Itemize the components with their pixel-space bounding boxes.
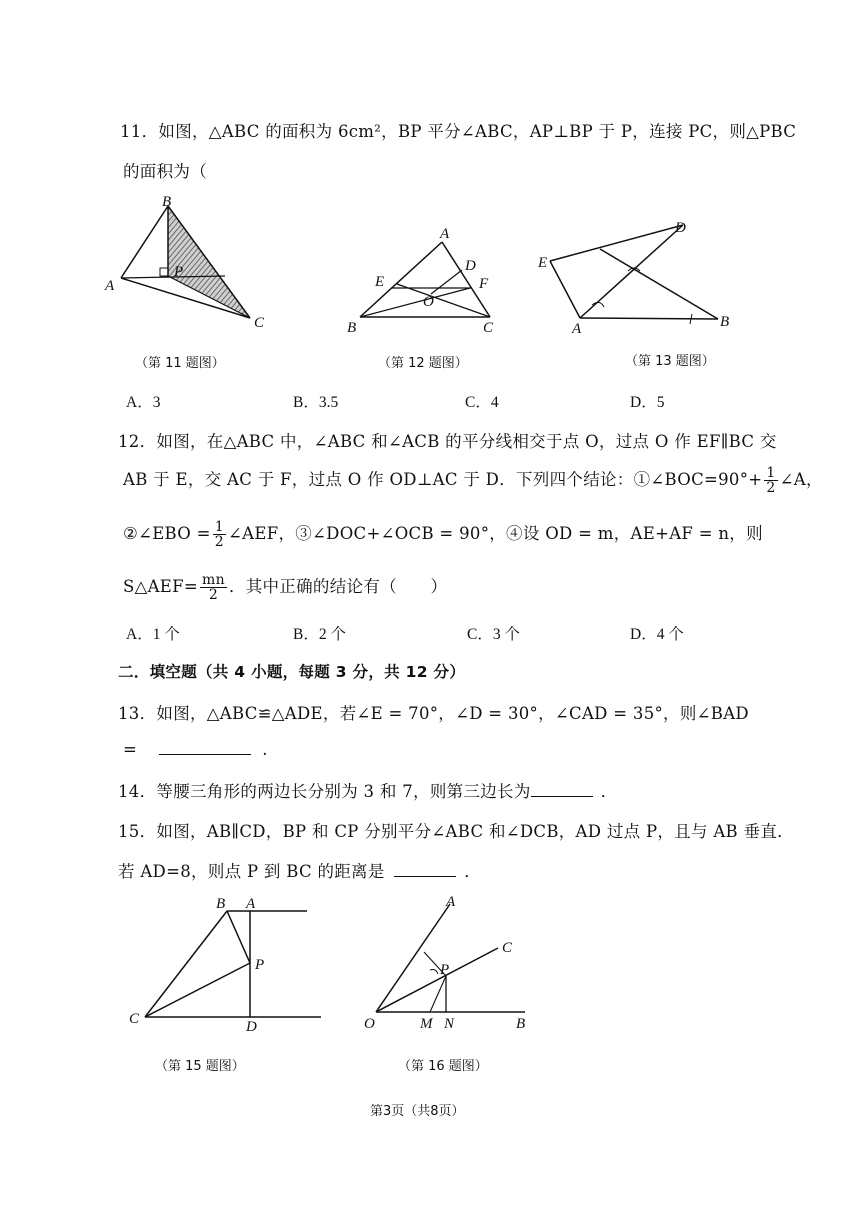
q12-line4-fraction: [200, 573, 227, 602]
q14-text: 14．等腰三角形的两边长分别为 3 和 7，则第三边长为: [118, 782, 531, 801]
q14-tail: ．: [600, 782, 618, 801]
q12-line3-frac-den: 2: [214, 534, 225, 550]
fig16-label-C: C: [502, 940, 513, 956]
fig12-label-F: F: [479, 276, 489, 292]
fig13-label-A: A: [572, 321, 582, 337]
q13-answer-blank[interactable]: [159, 754, 251, 755]
section-heading-fill-in: 二．填空题（共 4 小题，每题 3 分，共 12 分）: [118, 663, 466, 681]
q12-line2-text: AB 于 E，交 AC 于 F，过点 O 作 OD⊥AC 于 D．下列四个结论：①∠BOC=90°+: [123, 470, 763, 489]
fig11-label-P: P: [174, 264, 184, 280]
q11-choice-d[interactable]: D．5: [630, 394, 665, 411]
q12-choice-b[interactable]: B．2 个: [293, 626, 346, 643]
q12-line4-frac-num: mn: [202, 572, 225, 588]
fig16-label-B: B: [516, 1016, 526, 1032]
fig13-caption: （第 13 题图）: [625, 354, 715, 369]
q15-line1: 15．如图，AB∥CD，BP 和 CP 分别平分∠ABC 和∠DCB，AD 过点 P，且与 AB 垂直．: [118, 822, 794, 841]
q12-choice-a[interactable]: A．1 个: [126, 626, 180, 643]
q12-line3-head: ②∠EBO =: [123, 524, 211, 543]
q11-choice-b[interactable]: B．3.5: [293, 394, 339, 411]
fig16-label-A: A: [446, 894, 456, 910]
q12-line2-frac-num: 1: [766, 465, 776, 481]
fig12-label-B: B: [347, 320, 357, 336]
q12-line4-head: S△AEF=: [123, 577, 199, 596]
figure-12: [345, 222, 505, 337]
fig15-label-C: C: [129, 1011, 140, 1027]
q13-line2: = .: [123, 740, 268, 759]
figure-13: [530, 215, 740, 340]
q12-line2: [123, 466, 823, 495]
figure-11: [100, 190, 280, 335]
fig13-label-D: D: [675, 220, 686, 236]
q12-line4: [123, 573, 447, 602]
fig12-label-A: A: [440, 226, 450, 242]
q12-line3-tail: ∠AEF，③∠DOC+∠OCB = 90°，④设 OD = m，AE+AF = n，则: [228, 524, 763, 543]
fig11-caption: （第 11 题图）: [135, 356, 225, 371]
q12-line2-tail: ∠A，: [779, 470, 823, 489]
fig15-label-D: D: [246, 1019, 257, 1035]
q14-line: [118, 778, 617, 802]
fig15-label-A: A: [246, 896, 256, 912]
q12-line2-frac-den: 2: [766, 480, 776, 496]
fig12-caption: （第 12 题图）: [378, 356, 468, 371]
fig15-caption: （第 15 题图）: [155, 1059, 245, 1074]
fig13-label-B: B: [720, 314, 730, 330]
q12-line4-tail: ．其中正确的结论有（ ）: [228, 577, 448, 596]
fig16-label-P: P: [440, 962, 450, 978]
fig11-label-C: C: [254, 315, 265, 331]
fig16-label-M: M: [420, 1016, 433, 1032]
page-footer: 第3页（共8页）: [370, 1104, 465, 1119]
fig11-label-B: B: [162, 194, 172, 210]
fig12-label-C: C: [483, 320, 494, 336]
q12-choice-c[interactable]: C．3 个: [467, 626, 520, 643]
q14-answer-blank[interactable]: [531, 796, 593, 797]
q11-choice-a[interactable]: A．3: [126, 394, 161, 411]
q11-line1: 11．如图，△ABC 的面积为 6cm²，BP 平分∠ABC，AP⊥BP 于 P，连接 PC，则△PBC: [120, 122, 797, 141]
figure-16: [360, 890, 545, 1035]
fig15-label-B: B: [216, 896, 226, 912]
q13-line1: 13．如图，△ABC≌△ADE，若∠E = 70°，∠D = 30°，∠CAD = 35°，则∠BAD: [118, 704, 749, 723]
q11-line2: 的面积为（: [123, 162, 207, 181]
figure-15: [125, 893, 330, 1033]
q12-choice-d[interactable]: D．4 个: [630, 626, 684, 643]
fig15-label-P: P: [255, 957, 265, 973]
q12-line2-fraction: [764, 466, 777, 495]
fig12-label-D: D: [465, 258, 476, 274]
q15-tail: ．: [464, 862, 482, 881]
fig16-caption: （第 16 题图）: [398, 1059, 488, 1074]
fig12-label-O: O: [423, 294, 434, 310]
q15-line2: [118, 858, 481, 882]
q12-line3: [123, 520, 763, 549]
fig16-label-N: N: [444, 1016, 455, 1032]
q15-text: 若 AD=8，则点 P 到 BC 的距离是: [118, 862, 385, 881]
q12-line4-frac-den: 2: [208, 587, 219, 603]
q12-line1: 12．如图，在△ABC 中，∠ABC 和∠ACB 的平分线相交于点 O，过点 O 作 EF∥BC 交: [118, 432, 777, 451]
q12-line3-fraction: [213, 520, 226, 549]
q15-answer-blank[interactable]: [394, 876, 456, 877]
fig16-label-O: O: [364, 1016, 375, 1032]
q12-line3-frac-num: 1: [214, 519, 225, 535]
fig12-label-E: E: [375, 274, 385, 290]
fig11-label-A: A: [105, 278, 115, 294]
q13-equals: =: [123, 740, 138, 759]
q11-choice-c[interactable]: C．4: [465, 394, 499, 411]
fig13-label-E: E: [538, 255, 548, 271]
